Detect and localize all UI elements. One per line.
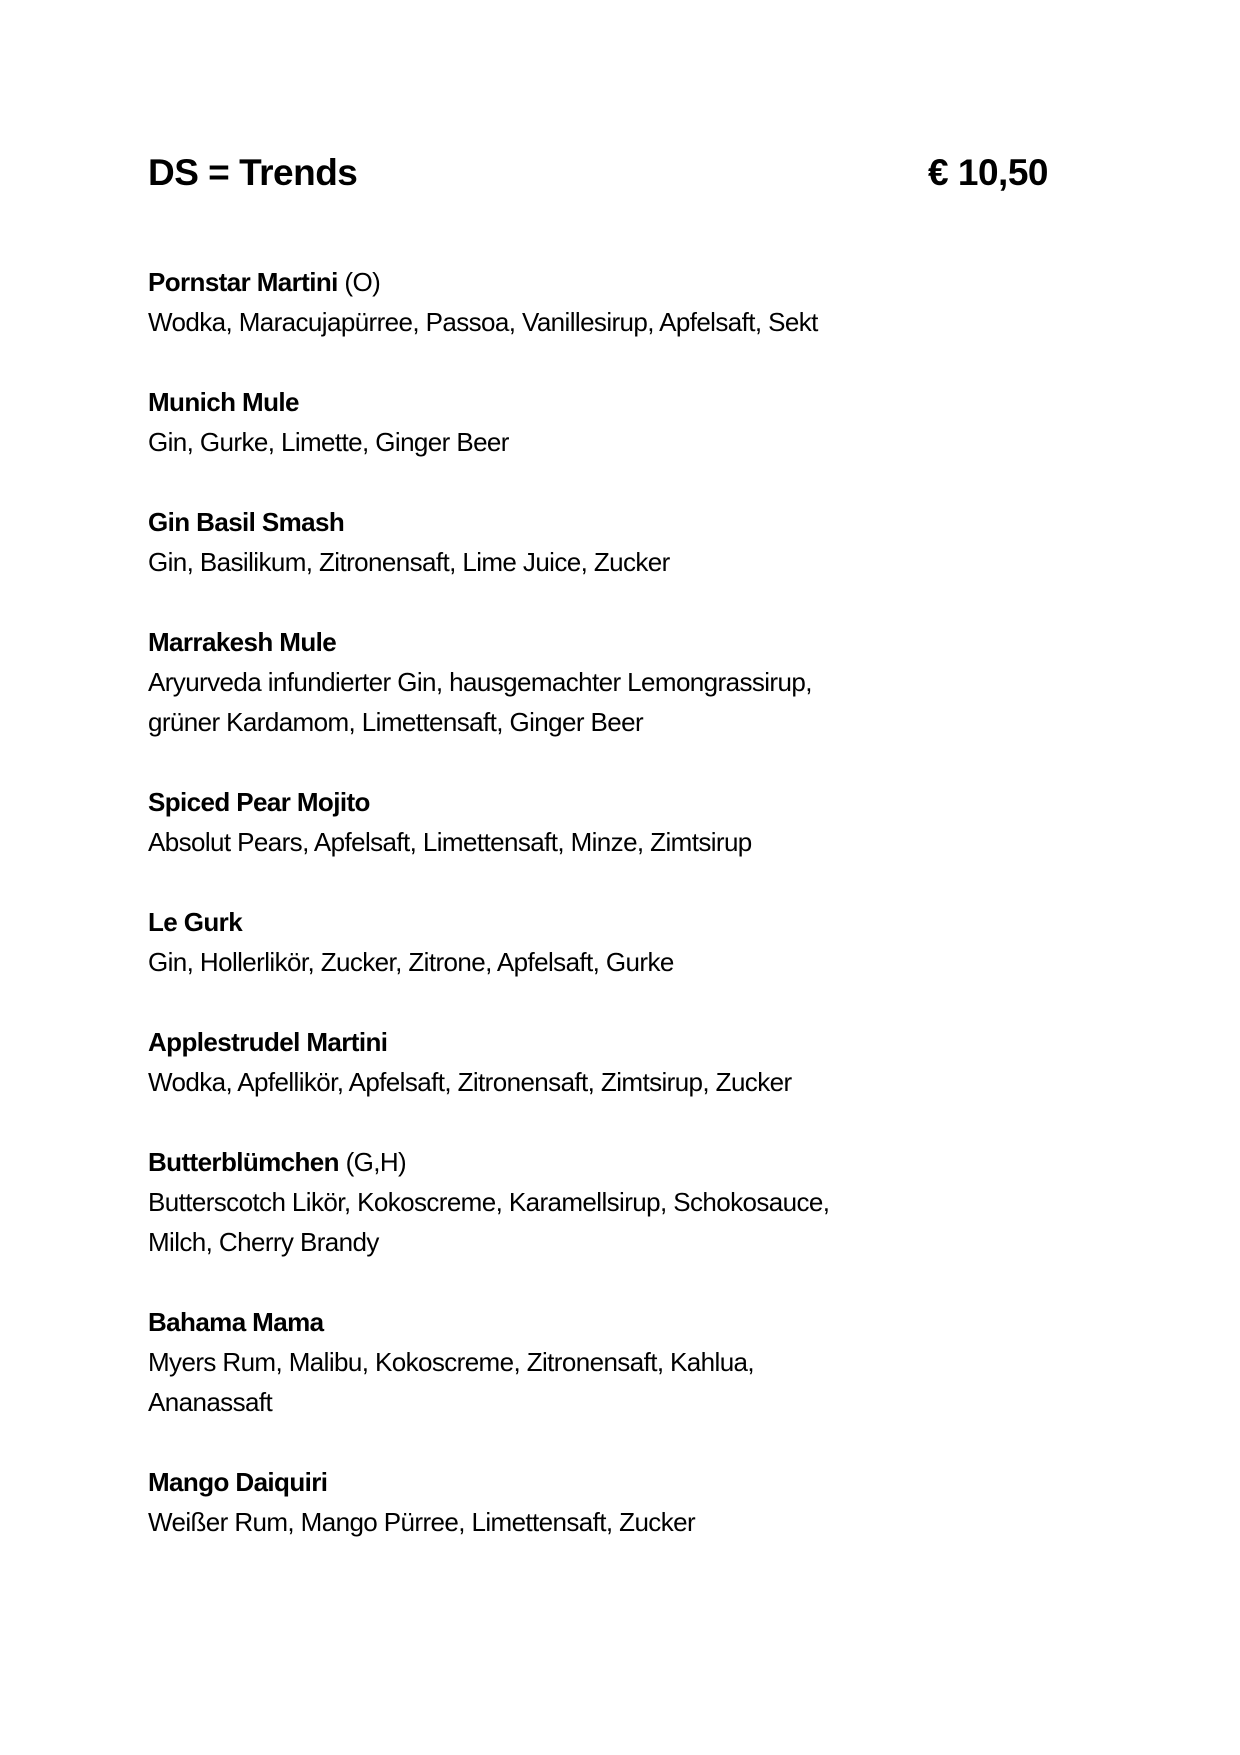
cocktail-item (148, 622, 1048, 742)
cocktail-heading (148, 502, 1048, 542)
cocktail-heading (148, 382, 1048, 422)
cocktail-item (148, 502, 1048, 582)
cocktail-ingredients: Myers Rum, Malibu, Kokoscreme, Zitronensaft, Kahlua, (148, 1347, 755, 1377)
cocktail-heading (148, 1142, 1048, 1182)
cocktail-heading (148, 1462, 1048, 1502)
cocktail-ingredients: Gin, Gurke, Limette, Ginger Beer (148, 427, 509, 457)
cocktail-name: Mango Daiquiri (148, 1467, 328, 1497)
cocktail-item (148, 1022, 1048, 1102)
cocktail-name: Pornstar Martini (148, 267, 338, 297)
cocktail-ingredients: Ananassaft (148, 1387, 273, 1417)
cocktail-heading (148, 1022, 1048, 1062)
cocktail-item (148, 782, 1048, 862)
cocktail-item (148, 1142, 1048, 1262)
cocktail-heading (148, 622, 1048, 662)
cocktail-heading (148, 262, 1048, 302)
cocktail-name: Bahama Mama (148, 1307, 324, 1337)
cocktail-ingredients: Absolut Pears, Apfelsaft, Limettensaft, Minze, Zimtsirup (148, 827, 752, 857)
cocktail-heading (148, 782, 1048, 822)
cocktail-name: Munich Mule (148, 387, 299, 417)
menu-header (148, 152, 1048, 212)
cocktail-name: Applestrudel Martini (148, 1027, 388, 1057)
cocktail-ingredients: Wodka, Apfellikör, Apfelsaft, Zitronensaft, Zimtsirup, Zucker (148, 1067, 792, 1097)
section-price: € 10,50 (928, 152, 1048, 193)
cocktail-item (148, 1462, 1048, 1542)
cocktail-list (148, 262, 1048, 1582)
cocktail-ingredients: Gin, Hollerlikör, Zucker, Zitrone, Apfelsaft, Gurke (148, 947, 674, 977)
cocktail-ingredients: Butterscotch Likör, Kokoscreme, Karamellsirup, Schokosauce, (148, 1187, 830, 1217)
cocktail-name: Le Gurk (148, 907, 243, 937)
section-title: DS = Trends (148, 152, 358, 193)
allergen-tag: (O) (337, 267, 381, 297)
cocktail-heading (148, 902, 1048, 942)
cocktail-ingredients: Weißer Rum, Mango Pürree, Limettensaft, Zucker (148, 1507, 696, 1537)
cocktail-ingredients: Aryurveda infundierter Gin, hausgemachter Lemongrassirup, (148, 667, 812, 697)
cocktail-ingredients: Wodka, Maracujapürree, Passoa, Vanillesirup, Apfelsaft, Sekt (148, 307, 818, 337)
cocktail-name: Spiced Pear Mojito (148, 787, 370, 817)
cocktail-ingredients: grüner Kardamom, Limettensaft, Ginger Beer (148, 707, 644, 737)
cocktail-item (148, 262, 1048, 342)
cocktail-name: Marrakesh Mule (148, 627, 337, 657)
cocktail-ingredients: Gin, Basilikum, Zitronensaft, Lime Juice, Zucker (148, 547, 670, 577)
cocktail-name: Gin Basil Smash (148, 507, 345, 537)
allergen-tag: (G,H) (338, 1147, 407, 1177)
cocktail-item (148, 1302, 1048, 1422)
cocktail-name: Butterblümchen (148, 1147, 339, 1177)
cocktail-item (148, 902, 1048, 982)
cocktail-item (148, 382, 1048, 462)
cocktail-ingredients: Milch, Cherry Brandy (148, 1227, 379, 1257)
cocktail-heading (148, 1302, 1048, 1342)
